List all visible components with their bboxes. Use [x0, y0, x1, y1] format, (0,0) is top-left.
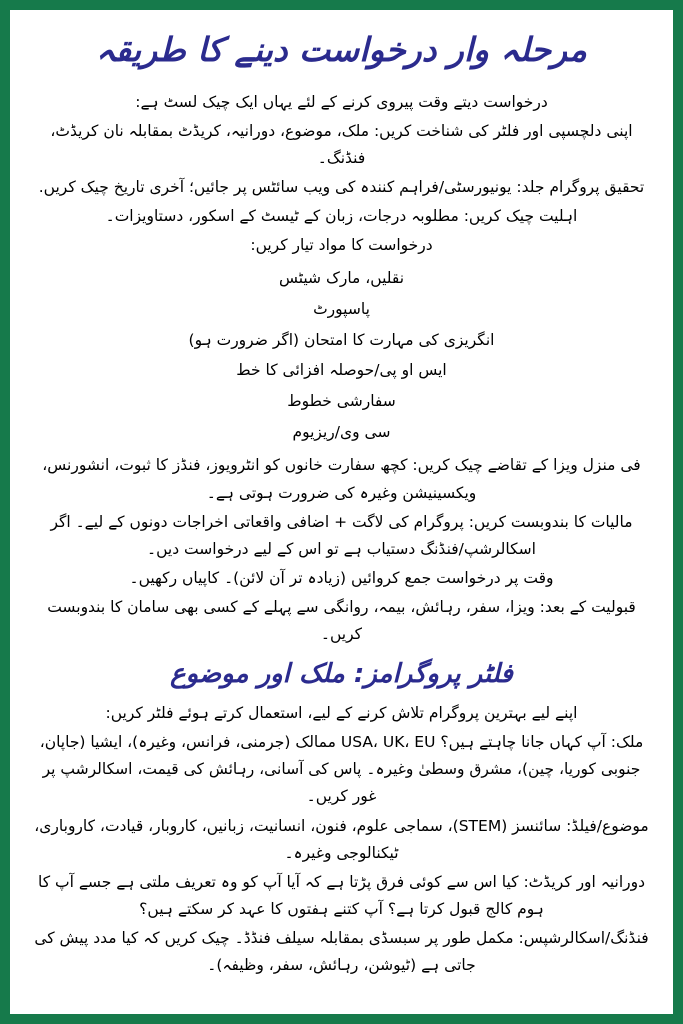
material-item: سفارشی خطوط	[287, 392, 396, 411]
filter-item: فنڈنگ/اسکالرشپس: مکمل طور پر سبسڈی بمقابلہ سیلف فنڈڈ۔ چیک کریں کہ کیا مدد پیش کی جاتی ہے (ٹیوشن، رہائش، سفر، وظیفہ)۔	[34, 929, 649, 975]
document-title: مرحلہ وار درخواست دینے کا طریقہ	[96, 30, 587, 69]
material-item: سی وی/ریزیوم	[292, 422, 391, 441]
materials-heading: درخواست کا مواد تیار کریں:	[250, 236, 433, 255]
step-item: مالیات کا بندوبست کریں: پروگرام کی لاگت + اضافی واقعاتی اخراجات دونوں کے لیے۔ اگر اسکالرشپ/فنڈنگ دستیاب ہے تو اس کے لیے درخواست دیں۔	[50, 512, 633, 558]
document-body	[10, 10, 673, 1014]
filter-item: ملک: آپ کہاں جانا چاہتے ہیں؟ USA، UK، EU ممالک (جرمنی، فرانس، وغیرہ)، ایشیا (جاپان، جنوبی کوریا، چین)، مشرق وسطیٰ وغیرہ۔ پاس کی آسانی، رہائش کی قیمت، اسکالرشپ پر غور کریں۔	[39, 733, 644, 806]
material-item: پاسپورٹ	[313, 299, 370, 318]
checklist-intro: درخواست دیتے وقت پیروی کرنے کے لئے یہاں ایک چیک لسٹ ہے:	[135, 92, 548, 111]
checklist-item: اہلیت چیک کریں: مطلوبہ درجات، زبان کے ٹیسٹ کے اسکور، دستاویزات۔	[105, 207, 578, 226]
step-item: فی منزل ویزا کے تقاضے چیک کریں: کچھ سفارت خانوں کو انٹرویوز، فنڈز کا ثبوت، انشورنس، ویکسینیشن وغیرہ کی ضرورت ہوتی ہے۔	[42, 456, 641, 502]
step-item: قبولیت کے بعد: ویزا، سفر، رہائش، بیمہ، روانگی سے پہلے کے کسی بھی سامان کا بندوبست کریں۔	[47, 598, 636, 644]
filter-intro: اپنے لیے بہترین پروگرام تلاش کرنے کے لیے، استعمال کرتے ہوئے فلٹر کریں:	[105, 704, 578, 723]
material-item: انگریزی کی مہارت کا امتحان (اگر ضرورت ہو)	[188, 330, 495, 349]
filter-item: موضوع/فیلڈ: سائنسز (STEM)، سماجی علوم، فنون، انسانیت، زبانیں، کاروبار، قیادت، کاروباری، ٹیکنالوجی وغیرہ۔	[34, 816, 649, 862]
filter-item: دورانیہ اور کریڈٹ: کیا اس سے کوئی فرق پڑتا ہے کہ آیا آپ کو وہ تعریف ملتی ہے جسے آپ کا ہوم کالج قبول کرتا ہے؟ آپ کتنے ہفتوں کا عہد کر سکتے ہیں؟	[37, 872, 646, 918]
step-item: وقت پر درخواست جمع کروائیں (زیادہ تر آن لائن)۔ کاپیاں رکھیں۔	[129, 568, 554, 587]
material-item: نقلیں، مارک شیٹس	[278, 269, 405, 288]
checklist-item: اپنی دلچسپی اور فلٹر کی شناخت کریں: ملک، موضوع، دورانیہ، کریڈٹ بمقابلہ نان کریڈٹ، فنڈنگ۔	[50, 121, 633, 167]
filter-section-title: فلٹر پروگرامز: ملک اور موضوع	[170, 659, 513, 690]
material-item: ایس او پی/حوصلہ افزائی کا خط	[236, 361, 447, 380]
checklist-item: تحقیق پروگرام جلد: یونیورسٹی/فراہم کنندہ کی ویب سائٹس پر جائیں؛ آخری تاریخ چیک کریں.	[38, 177, 645, 196]
